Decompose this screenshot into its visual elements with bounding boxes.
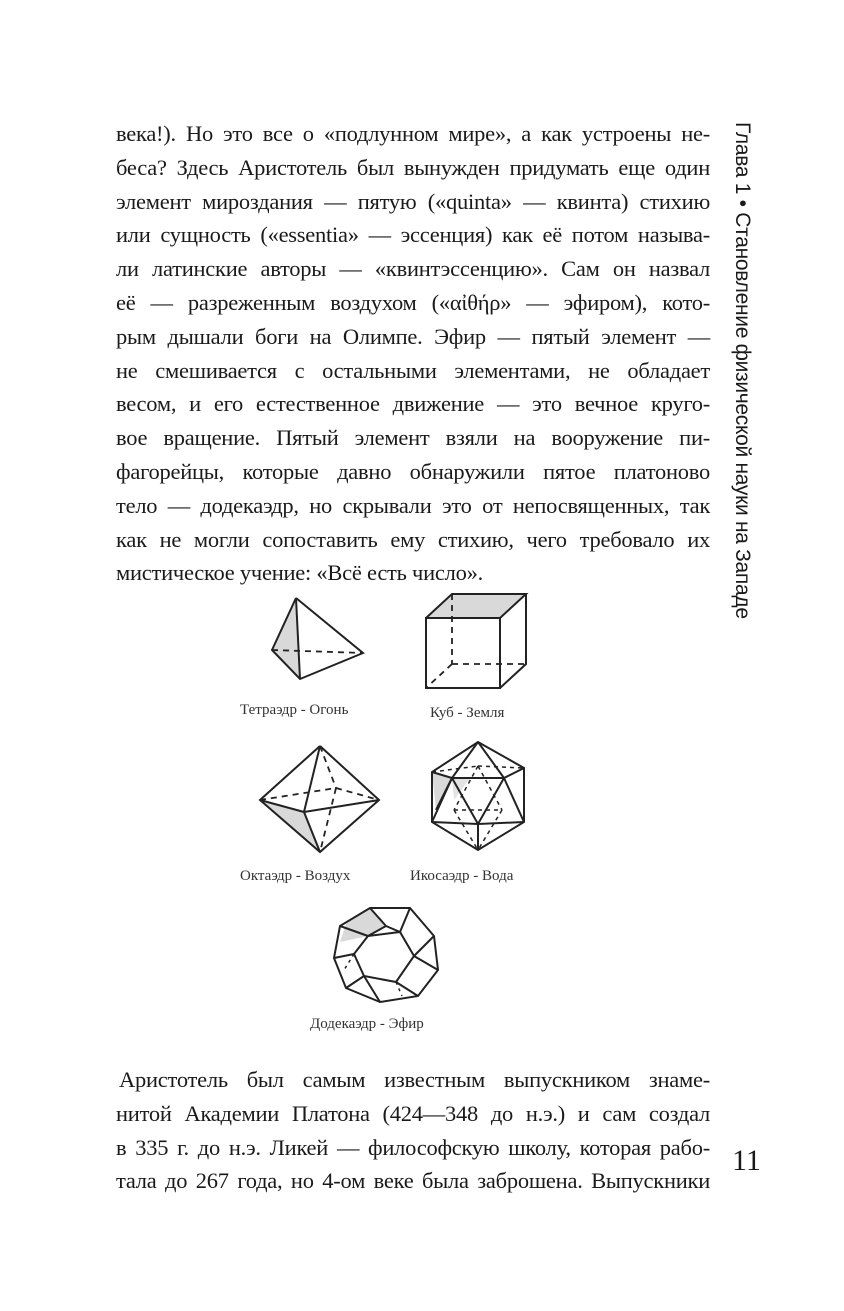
text-line: нитой Академии Платона (424—348 до н.э.) и сам создал (116, 1100, 710, 1126)
caption-icosahedron: Икосаэдр - Вода (410, 868, 514, 884)
octahedron-figure (258, 744, 382, 854)
icosahedron-figure (424, 740, 534, 852)
text-line: ли латинские авторы — «квинтэссенцию». Сам он назвал (116, 256, 710, 282)
dodecahedron-icon (330, 900, 440, 1004)
text-line: как не могли сопоставить ему стихию, чего требовало их (116, 526, 710, 552)
paragraph-2 (116, 1063, 710, 1198)
tetrahedron-icon (268, 595, 368, 695)
text-line: Аристотель был самым известным выпускником знаме- (119, 1067, 710, 1092)
text-line: её — разреженным воздухом («αἰθήρ» — эфиром), кото- (116, 289, 710, 315)
text-line: элемент мироздания — пятую («quinta» — квинта) стихию (116, 188, 710, 214)
caption-cube: Куб - Земля (430, 705, 505, 721)
text-line: тала до 267 года, но 4-ом веке была заброшена. Выпускники (116, 1168, 710, 1194)
text-line: рым дышали боги на Олимпе. Эфир — пятый элемент — (116, 323, 710, 349)
dodecahedron-figure (330, 900, 440, 1004)
text-line: в 335 г. до н.э. Ликей — философскую школу, которая рабо- (116, 1134, 710, 1160)
chapter-running-title (728, 122, 754, 619)
text-line: или сущность («essentia» — эссенция) как её потом называ- (116, 222, 710, 248)
chapter-title-text: Глава 1 • Становление физической науки на Западе (731, 122, 754, 619)
cube-figure (420, 590, 530, 690)
paragraph-1 (116, 117, 710, 590)
caption-dodecahedron: Додекаэдр - Эфир (310, 1016, 424, 1032)
cube-icon (420, 590, 530, 690)
text-line: беса? Здесь Аристотель был вынужден придумать еще один (116, 154, 710, 180)
caption-octahedron: Октаэдр - Воздух (240, 868, 351, 884)
tetrahedron-figure (268, 595, 368, 695)
text-line: тело — додекаэдр, но скрывали это от непосвященных, так (116, 492, 710, 518)
text-line: вое вращение. Пятый элемент взяли на вооружение пи- (116, 425, 710, 451)
icosahedron-icon (424, 740, 534, 852)
text-line: фагорейцы, которые давно обнаружили пятое платоново (116, 458, 710, 484)
octahedron-icon (258, 744, 382, 854)
text-line: весом, и его естественное движение — это вечное круго- (116, 391, 710, 417)
text-line: не смешивается с остальными элементами, не обладает (116, 357, 710, 383)
text-line: века!). Но это все о «подлунном мире», а как устроены не- (116, 121, 710, 146)
page-number: 11 (732, 1144, 761, 1177)
caption-tetrahedron: Тетраэдр - Огонь (240, 702, 349, 718)
text-line: мистическое учение: «Всё есть число». (116, 560, 483, 586)
